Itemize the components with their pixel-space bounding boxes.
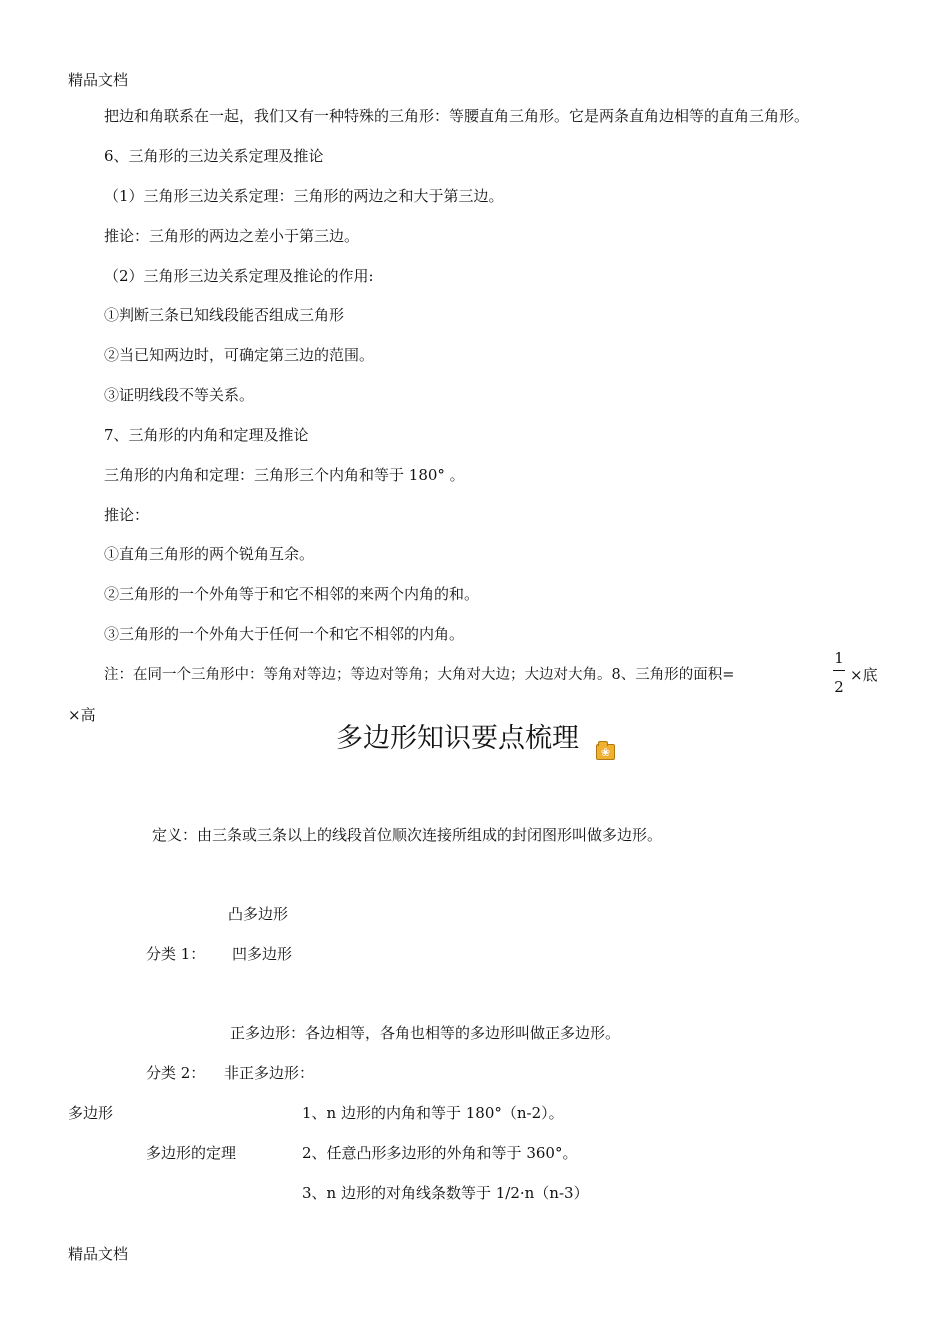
- classification-1-label: 分类 1：: [146, 945, 206, 963]
- paragraph-intro: 把边和角联系在一起，我们又有一种特殊的三角形：等腰直角三角形。它是两条直角边相等的直角三角形。: [104, 107, 810, 125]
- list-item-1: ①判断三条已知线段能否组成三角形: [104, 306, 345, 324]
- note-tail: ×底: [850, 666, 878, 684]
- list-item-3: ③证明线段不等关系。: [104, 386, 255, 404]
- note-line: 注：在同一个三角形中：等角对等边；等边对等角；大角对大边；大边对大角。8、三角形的面积=: [104, 667, 735, 683]
- theorem-2: 2、任意凸形多边形的外角和等于 360°。: [302, 1144, 578, 1162]
- fraction-numerator: 1: [834, 649, 844, 667]
- paragraph-corollary: 推论：三角形的两边之差小于第三边。: [104, 227, 360, 245]
- watermark-top: 精品文档: [68, 71, 129, 89]
- tree-root-polygon: 多边形: [68, 1104, 114, 1122]
- theorem-1: 1、n 边形的内角和等于 180°（n-2）。: [302, 1104, 564, 1122]
- theorem-3: 3、n 边形的对角线条数等于 1/2·n（n-3）: [302, 1184, 589, 1202]
- list-item-2: ②当已知两边时，可确定第三边的范围。: [104, 346, 375, 364]
- fraction-denominator: 2: [834, 678, 844, 696]
- theorem-label: 多边形的定理: [146, 1144, 237, 1162]
- paragraph-theorem-1: （1）三角形三边关系定理：三角形的两边之和大于第三边。: [104, 187, 504, 205]
- definition: 定义：由三条或三条以上的线段首位顺次连接所组成的封闭图形叫做多边形。: [152, 826, 663, 844]
- paragraph-angle-sum: 三角形的内角和定理：三角形三个内角和等于 180° 。: [104, 466, 465, 484]
- heading-6: 6、三角形的三边关系定理及推论: [104, 147, 324, 165]
- folder-icon: ❀: [596, 744, 615, 760]
- concave-polygon: 凹多边形: [232, 945, 293, 963]
- list-item-4: ①直角三角形的两个锐角互余。: [104, 545, 315, 563]
- heading-7: 7、三角形的内角和定理及推论: [104, 426, 309, 444]
- list-item-5: ②三角形的一个外角等于和它不相邻的来两个内角的和。: [104, 585, 480, 603]
- section-title: 多边形知识要点梳理: [336, 723, 579, 754]
- regular-polygon: 正多边形：各边相等，各角也相等的多边形叫做正多边形。: [230, 1024, 621, 1042]
- non-regular-polygon: 非正多边形：: [224, 1064, 315, 1082]
- convex-polygon: 凸多边形: [228, 905, 289, 923]
- paragraph-corollary-label: 推论：: [104, 506, 150, 524]
- paragraph-theorem-2: （2）三角形三边关系定理及推论的作用:: [104, 267, 374, 285]
- note-wrap: ×高: [68, 706, 96, 724]
- watermark-bottom: 精品文档: [68, 1245, 129, 1263]
- classification-2-label: 分类 2：: [146, 1064, 206, 1082]
- list-item-6: ③三角形的一个外角大于任何一个和它不相邻的内角。: [104, 625, 465, 643]
- fraction-bar: [833, 670, 845, 671]
